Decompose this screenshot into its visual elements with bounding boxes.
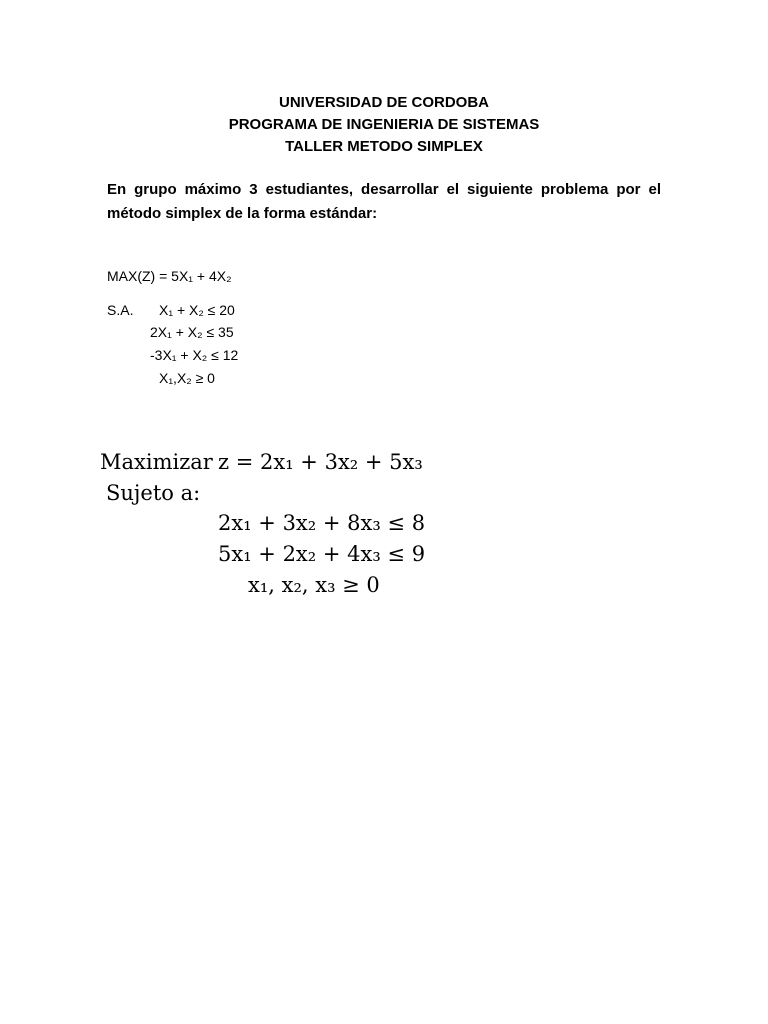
problem2-constraint-2: 5x₁ + 2x₂ + 4x₃ ≤ 9 <box>218 542 426 566</box>
document-header <box>0 92 768 158</box>
instructions-paragraph <box>107 178 661 226</box>
problem2-maximize-label: Maximizar <box>100 450 213 474</box>
university-title: UNIVERSIDAD DE CORDOBA <box>278 94 489 111</box>
problem1-constraint-3: -3X₁ + X₂ ≤ 12 <box>150 347 239 363</box>
problem1-objective: MAX(Z) = 5X₁ + 4X₂ <box>107 268 232 284</box>
program-title: PROGRAMA DE INGENIERIA DE SISTEMAS <box>228 116 540 133</box>
instructions-line-2: método simplex de la forma estándar: <box>107 205 378 222</box>
problem1-sa-label: S.A. <box>107 302 134 318</box>
instructions-line-1: En grupo máximo 3 estudiantes, desarrollar el siguiente problema por el <box>107 181 661 198</box>
problem2-constraint-1: 2x₁ + 3x₂ + 8x₃ ≤ 8 <box>218 511 426 535</box>
problem1-nonnegativity: X₁,X₂ ≥ 0 <box>159 370 215 386</box>
problem1-constraint-1: X₁ + X₂ ≤ 20 <box>159 302 235 318</box>
problem2-subject-label: Sujeto a: <box>106 481 201 505</box>
problem2-objective: z = 2x₁ + 3x₂ + 5x₃ <box>218 450 423 474</box>
workshop-title: TALLER METODO SIMPLEX <box>285 138 483 155</box>
problem2-nonnegativity: x₁, x₂, x₃ ≥ 0 <box>248 573 380 597</box>
problem1-constraint-2: 2X₁ + X₂ ≤ 35 <box>150 324 234 340</box>
